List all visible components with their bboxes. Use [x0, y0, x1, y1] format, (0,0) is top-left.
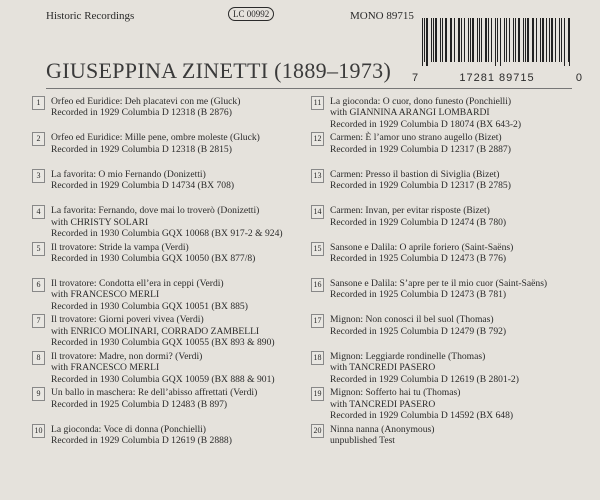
track-text [51, 132, 260, 155]
track-recording: Recorded in 1925 Columbia D 12473 (B 776) [330, 252, 507, 264]
track-number: 6 [32, 278, 45, 292]
track-recording: unpublished Test [330, 434, 395, 446]
track-recording: Recorded in 1930 Columbia GQX 10068 (BX 917-2 & 924) [51, 227, 283, 239]
track-text [51, 351, 275, 385]
track-title: La favorita: Fernando, dove mai lo troverò (Donizetti) [51, 205, 260, 217]
track-title: Il trovatore: Madre, non dormi? (Verdi) [51, 350, 203, 362]
barcode-bar [549, 18, 550, 62]
track-title: Il trovatore: Condotta ell’era in ceppi (Verdi) [51, 277, 224, 289]
track-number: 3 [32, 169, 45, 183]
barcode-bar [458, 18, 460, 62]
barcode-bar [525, 18, 526, 62]
track-text [51, 278, 248, 312]
barcode-bar [513, 18, 514, 62]
track-recording: Recorded in 1929 Columbia D 12317 (B 2887) [330, 143, 511, 155]
track-number: 15 [311, 242, 324, 256]
barcode-bar [546, 18, 547, 62]
barcode [412, 18, 582, 84]
track-text [51, 205, 283, 239]
barcode-bar [479, 18, 480, 62]
track-title: Carmen: Presso il bastion di Siviglia (Bizet) [330, 168, 500, 180]
track-item [32, 96, 302, 132]
barcode-bar [564, 18, 565, 66]
track-number: 10 [32, 424, 45, 438]
track-title: La gioconda: Voce di donna (Ponchielli) [51, 423, 206, 435]
track-recording: Recorded in 1929 Columbia D 12474 (B 780) [330, 216, 507, 228]
track-item [311, 278, 581, 314]
track-number: 5 [32, 242, 45, 256]
track-text [330, 205, 506, 228]
barcode-bar [500, 18, 501, 66]
barcode-bar [542, 18, 543, 62]
barcode-bar [464, 18, 465, 62]
barcode-bars [422, 18, 572, 62]
track-title: Mignon: Sofferto hai tu (Thomas) [330, 387, 461, 399]
track-performers: with TANCREDI PASERO [330, 362, 436, 374]
barcode-digit-left: 7 [412, 72, 419, 84]
barcode-bar [561, 18, 562, 62]
track-item [32, 314, 302, 350]
track-text [330, 169, 511, 192]
divider [46, 88, 572, 89]
track-performers: with TANCREDI PASERO [330, 398, 436, 410]
barcode-bar [422, 18, 423, 66]
track-title: La gioconda: O cuor, dono funesto (Ponchielli) [330, 96, 512, 107]
track-title: Orfeo ed Euridice: Mille pene, ombre moleste (Gluck) [51, 132, 260, 144]
track-title: Sansone e Dalila: O aprile foriero (Saint-Saëns) [330, 241, 514, 253]
track-item [311, 96, 581, 132]
barcode-bar [433, 18, 434, 62]
track-title: Mignon: Leggiarde rondinelle (Thomas) [330, 350, 486, 362]
track-recording: Recorded in 1929 Columbia D 12619 (B 2888) [51, 434, 232, 446]
track-number: 11 [311, 96, 324, 110]
track-recording: Recorded in 1929 Columbia D 18074 (BX 643-2) [330, 118, 522, 130]
track-item [32, 242, 302, 278]
barcode-bar [536, 18, 537, 62]
barcode-bar [485, 18, 487, 62]
track-item [311, 424, 581, 460]
barcode-bar [468, 18, 469, 62]
track-number: 14 [311, 205, 324, 219]
barcode-bar [491, 18, 492, 62]
track-title: Ninna nanna (Anonymous) [330, 423, 435, 435]
track-recording: Recorded in 1929 Columbia D 12317 (B 2785) [330, 180, 511, 192]
barcode-bar [472, 18, 473, 62]
barcode-bar [477, 18, 478, 62]
track-item [32, 424, 302, 460]
track-performers: with CHRISTY SOLARI [51, 216, 149, 228]
track-recording: Recorded in 1930 Columbia GQX 10055 (BX 893 & 890) [51, 337, 275, 349]
barcode-bar [431, 18, 432, 62]
barcode-bar [442, 18, 443, 62]
barcode-bar [454, 18, 455, 62]
barcode-bar [568, 18, 569, 62]
track-number: 7 [32, 314, 45, 328]
track-number: 8 [32, 351, 45, 365]
track-text [51, 169, 234, 192]
track-recording: Recorded in 1925 Columbia D 12473 (B 781) [330, 289, 507, 301]
track-recording: Recorded in 1929 Columbia D 12318 (B 2815) [51, 143, 232, 155]
barcode-bar [424, 18, 425, 62]
barcode-bar [533, 18, 534, 62]
track-text [330, 424, 434, 447]
barcode-bar [569, 18, 570, 66]
barcode-bar [470, 18, 471, 62]
barcode-bar [506, 18, 507, 62]
track-title: Mignon: Non conosci il bel suol (Thomas) [330, 314, 494, 326]
barcode-bar [450, 18, 451, 62]
track-text [330, 278, 547, 301]
track-title: Carmen: È l’amor uno strano augello (Bizet) [330, 132, 502, 144]
track-item [32, 205, 302, 241]
barcode-bar [509, 18, 510, 62]
barcode-bar [518, 18, 520, 62]
barcode-bar [461, 18, 462, 62]
track-number: 1 [32, 96, 45, 110]
barcode-digit-right: 0 [575, 72, 582, 84]
track-performers: with FRANCESCO MERLI [51, 362, 160, 374]
barcode-bar [559, 18, 560, 62]
barcode-bar [527, 18, 528, 62]
barcode-bar [504, 18, 505, 62]
label-name: Historic Recordings [46, 10, 135, 22]
track-item [311, 314, 581, 350]
track-text [330, 351, 519, 385]
catalog-number: MONO 89715 [350, 10, 414, 22]
track-number: 17 [311, 314, 324, 328]
track-text [51, 96, 240, 119]
track-number: 4 [32, 205, 45, 219]
track-number: 12 [311, 132, 324, 146]
track-text [330, 387, 513, 421]
barcode-bar [481, 18, 482, 62]
track-item [32, 387, 302, 423]
track-recording: Recorded in 1929 Columbia D 12619 (B 2801-2) [330, 373, 519, 385]
track-title: Orfeo ed Euridice: Deh placatevi con me (Gluck) [51, 96, 241, 107]
track-text [51, 387, 257, 410]
barcode-digits-middle: 17281 89715 [455, 72, 538, 84]
barcode-bar [495, 18, 496, 66]
barcode-bar [488, 18, 489, 62]
track-item [32, 132, 302, 168]
track-item [311, 205, 581, 241]
track-item [311, 169, 581, 205]
track-item [311, 387, 581, 423]
track-item [311, 132, 581, 168]
barcode-bar [555, 18, 556, 62]
barcode-bar [426, 18, 427, 66]
barcode-bar [551, 18, 553, 62]
track-title: Il trovatore: Giorni poveri vivea (Verdi) [51, 314, 204, 326]
track-text [330, 314, 506, 337]
track-text [330, 96, 521, 130]
barcode-bar [515, 18, 516, 62]
track-number: 9 [32, 387, 45, 401]
track-text [51, 242, 255, 265]
barcode-digits [412, 72, 582, 84]
track-performers: with FRANCESCO MERLI [51, 289, 160, 301]
track-number: 13 [311, 169, 324, 183]
track-recording: Recorded in 1930 Columbia GQX 10051 (BX 885) [51, 300, 248, 312]
track-recording: Recorded in 1929 Columbia D 12318 (B 2876) [51, 107, 232, 119]
barcode-bar [435, 18, 437, 62]
track-title: Un ballo in maschera: Re dell’abisso affrettati (Verdi) [51, 387, 258, 399]
track-list-right [311, 96, 581, 460]
track-recording: Recorded in 1930 Columbia GQX 10050 (BX 877/8) [51, 252, 256, 264]
track-text [51, 424, 232, 447]
track-item [32, 169, 302, 205]
track-number: 16 [311, 278, 324, 292]
track-performers: with ENRICO MOLINARI, CORRADO ZAMBELLI [51, 325, 260, 337]
track-recording: Recorded in 1925 Columbia D 12483 (B 897) [51, 398, 228, 410]
barcode-bar [451, 18, 452, 62]
track-number: 2 [32, 132, 45, 146]
track-text [330, 242, 513, 265]
track-performers: with GIANNINA ARANGI LOMBARDI [330, 107, 490, 119]
track-text [51, 314, 275, 348]
barcode-bar [445, 18, 446, 62]
track-item [32, 351, 302, 387]
track-text [330, 132, 511, 155]
track-number: 19 [311, 387, 324, 401]
lc-code: LC 00992 [228, 7, 274, 21]
track-title: La favorita: O mio Fernando (Donizetti) [51, 168, 206, 180]
track-list-left [32, 96, 302, 460]
track-title: Il trovatore: Stride la vampa (Verdi) [51, 241, 189, 253]
track-number: 20 [311, 424, 324, 438]
barcode-bar [540, 18, 541, 62]
barcode-bar [440, 18, 441, 62]
track-title: Sansone e Dalila: S’apre per te il mio cuor (Saint-Saëns) [330, 277, 548, 289]
track-recording: Recorded in 1930 Columbia GQX 10059 (BX 888 & 901) [51, 373, 275, 385]
barcode-bar [497, 18, 498, 62]
track-item [311, 242, 581, 278]
track-recording: Recorded in 1925 Columbia D 12479 (B 792) [330, 325, 507, 337]
barcode-bar [532, 18, 533, 62]
track-item [311, 351, 581, 387]
track-item [32, 278, 302, 314]
barcode-bar [523, 18, 524, 62]
track-title: Carmen: Invan, per evitar risposte (Bizet) [330, 205, 490, 217]
page-title: GIUSEPPINA ZINETTI (1889–1973) [46, 58, 392, 83]
track-recording: Recorded in 1929 Columbia D 14734 (BX 708) [51, 180, 235, 192]
track-number: 18 [311, 351, 324, 365]
track-recording: Recorded in 1929 Columbia D 14592 (BX 648) [330, 409, 514, 421]
